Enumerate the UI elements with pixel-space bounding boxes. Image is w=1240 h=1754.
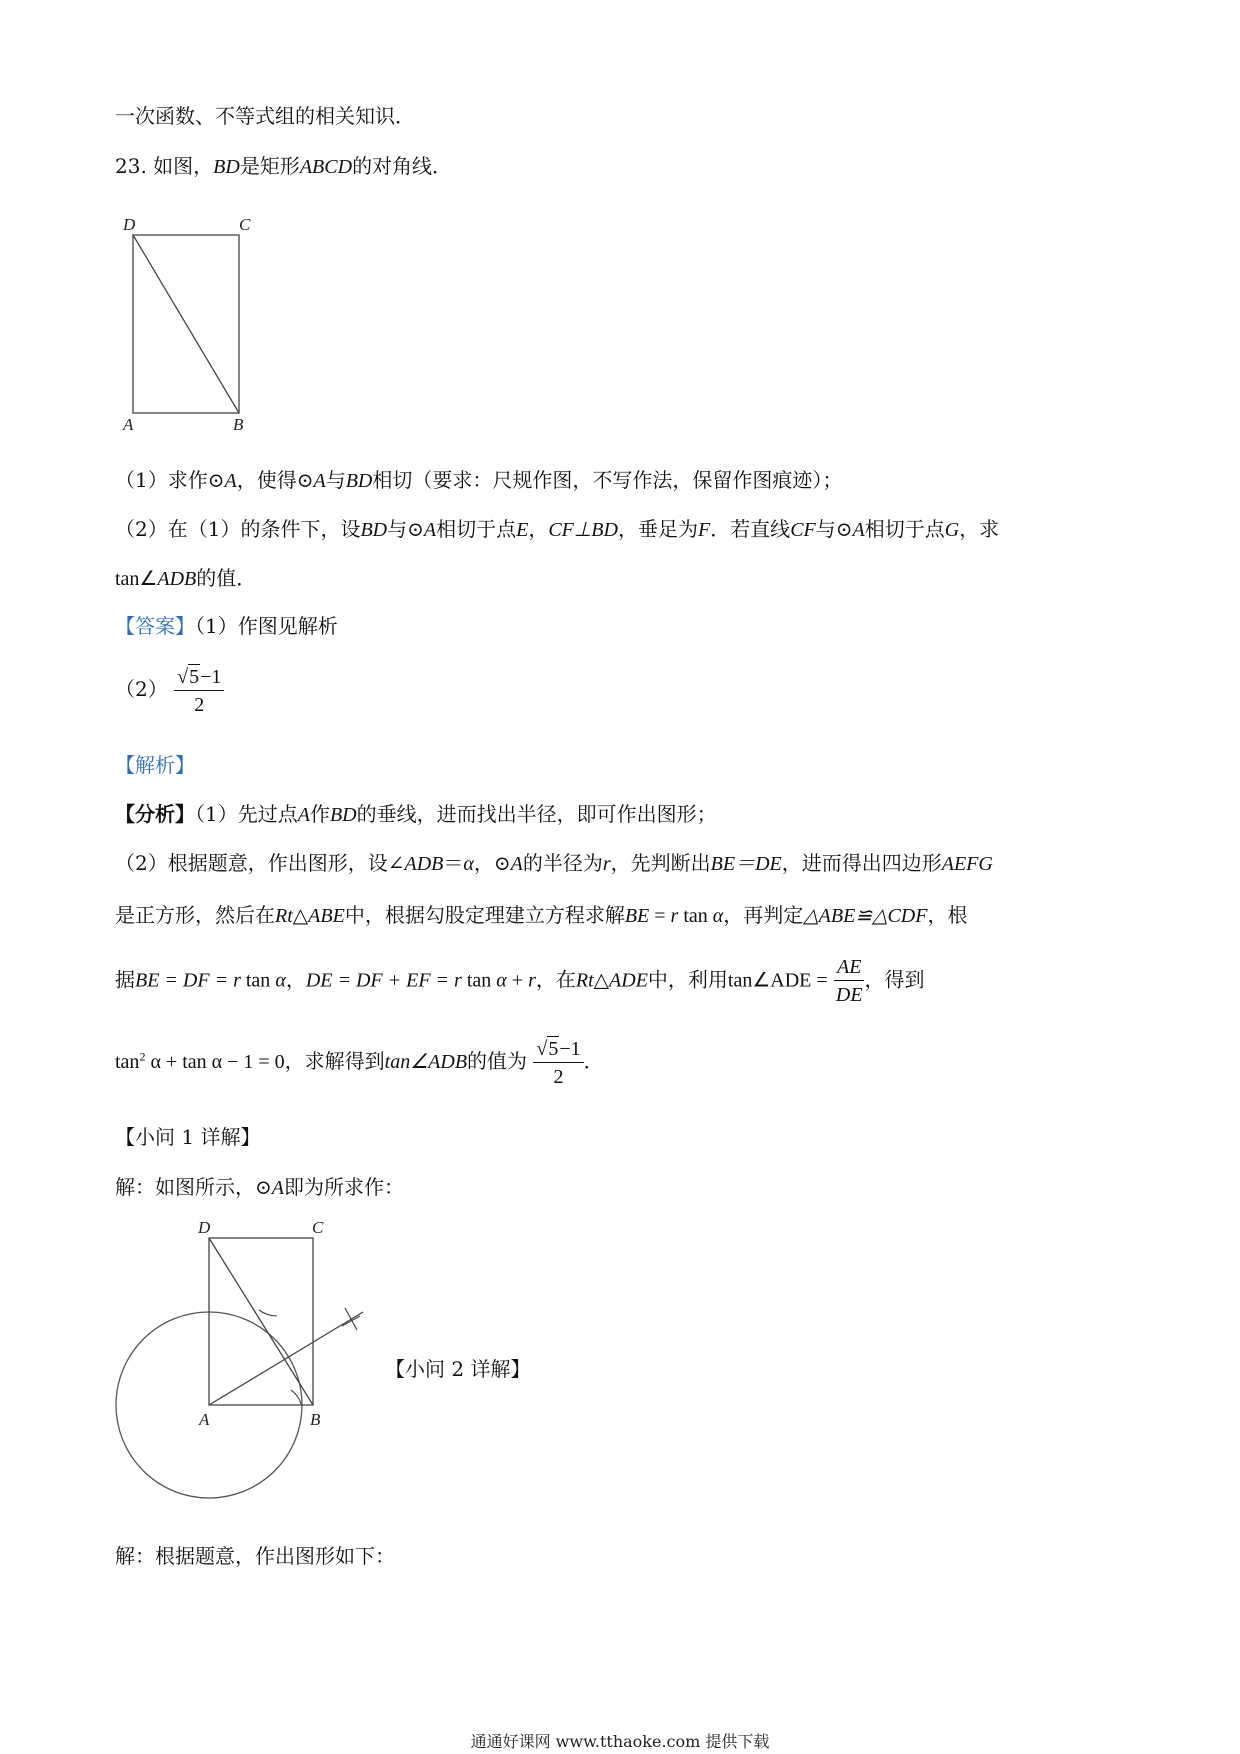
label-c-2: C [312,1220,324,1237]
arc-mark-1 [259,1310,277,1316]
answer-line: 【答案】（1）作图见解析 [115,614,338,638]
answer-fraction: $\frac{√5-1}{2}$ [174,664,224,717]
arc-mark-2 [291,1390,301,1404]
problem-23-stem: 23. 如图，BD是矩形ABCD的对角线． [115,154,453,178]
intro-line [115,104,415,128]
label-a-2: A [199,1410,210,1429]
label-d-2: D [198,1220,211,1237]
question-2: （2）在（1）的条件下，设BD与⊙A相切于点E，CF⊥BD，垂足为F．若直线CF与⊙A相切于点G，求 [115,517,1000,541]
footer: 通通好课网 www.tthaoke.com 提供下载 [470,1732,770,1751]
analysis-2b: 是正方形，然后在Rt△ABE中，根据勾股定理建立方程求解BE = r tan α，再判定△ABE≌△CDF，根 [115,903,968,927]
figure-circle-a [115,1220,375,1515]
figure-rectangle-abcd [115,210,265,435]
subquestion-1-text: 解：如图所示，⊙A即为所求作： [115,1175,404,1199]
label-a: A [123,415,134,434]
jiexi-heading: 【解析】 [115,753,195,777]
label-c: C [239,215,251,234]
analysis-2d: $\tan^2 \alpha + \tan \alpha - 1 = 0$，求解得到tan∠ADB的值为 $\frac{√5-1}{2}$ ． [115,1038,604,1088]
diagonal-bd-2 [209,1238,313,1405]
subquestion-2-text: 解：根据题意，作出图形如下： [115,1544,395,1568]
label-b: B [233,415,244,434]
analysis-2c: 据BE = DF = r tan α，DE = DF + EF = r tan α + r，在Rt△ADE中，利用tan∠ADE = $\frac{AE}{DE}$ ，得到 [115,956,925,1006]
answer-2: （2） $\frac{√5-1}{2}$ [115,664,224,717]
label-d: D [123,215,136,234]
diagonal-bd [133,235,239,413]
analysis-1: 【分析】（1）先过点A作BD的垂线，进而找出半径，即可作出图形； [115,802,717,826]
intro-text: 一次函数、不等式组的相关知识． [115,104,415,128]
perpendicular-line [209,1312,363,1405]
fraction-ae-de: $\frac{AE}{DE}$ [835,956,863,1006]
question-1: （1）求作⊙A，使得⊙A与BD相切（要求：尺规作图，不写作法，保留作图痕迹）； [115,468,843,492]
subquestion-1-heading: 【小问 1 详解】 [115,1125,261,1149]
subquestion-2-heading: 【小问 2 详解】 [385,1357,531,1381]
question-2-cont: tan∠ADB的值． [115,566,257,590]
result-fraction: $\frac{√5-1}{2}$ [533,1036,583,1089]
analysis-2a: （2）根据题意，作出图形，设∠ADB＝α，⊙A的半径为r，先判断出BE＝DE，进而得出四边形AEFG [115,851,993,875]
answer-tag: 【答案】 [115,614,195,638]
construction-mark-2 [342,1316,360,1326]
label-b-2: B [310,1410,321,1429]
